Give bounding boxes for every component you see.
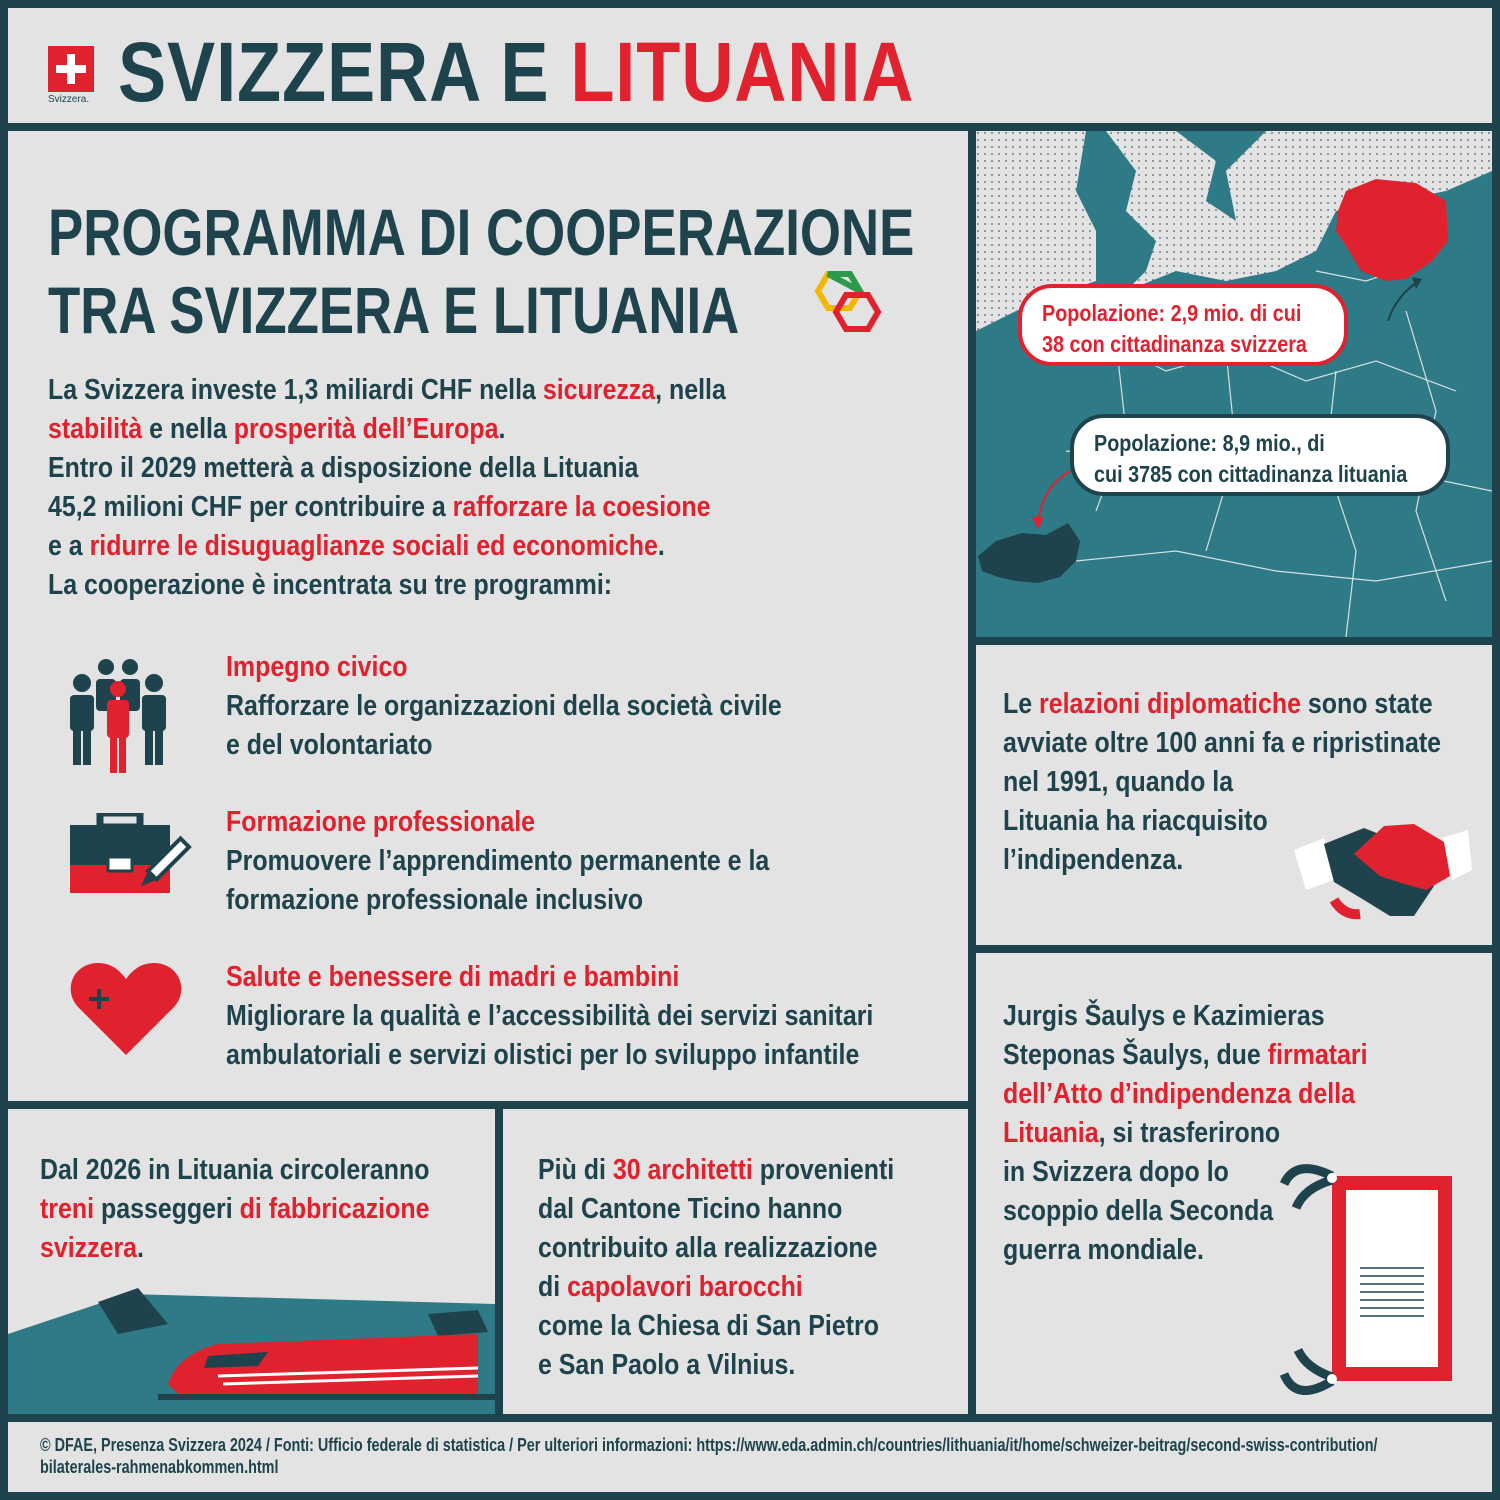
program-item-training: Formazione professionale Promuovere l’apprendimento permanente e la formazione professionale inclusivo: [226, 806, 770, 916]
diplomatic-relations-panel: [976, 645, 1492, 945]
intro-text: La Svizzera investe 1,3 miliardi CHF nella sicurezza, nella stabilità e nella prosperità dell’Europa. Entro il 2029 metterà a disposizione della Lituania 45,2 milioni CHF per contribuire a rafforzare la coesione e a ridurre le disuguaglianze sociali ed economiche. La cooperazione è incentrata su tre programmi:: [48, 374, 726, 601]
page-title: [118, 25, 1044, 119]
document-scroll-icon: [1276, 1158, 1466, 1403]
architects-panel: [503, 1109, 968, 1414]
flag-label: Svizzera.: [48, 94, 90, 105]
footer: [8, 1422, 1492, 1492]
lithuania-population-bubble: Popolazione: 2,9 mio. di cui 38 con cittadinanza svizzera: [1018, 284, 1348, 366]
europe-map: [976, 131, 1492, 637]
trains-text: Dal 2026 in Lituania circoleranno treni passeggeri di fabbricazione svizzera.: [40, 1154, 430, 1264]
cooperation-hexagons-icon: [808, 269, 888, 335]
briefcase-icon: [70, 813, 200, 913]
signers-panel: [976, 953, 1492, 1414]
architects-text: Più di 30 architetti provenienti dal Cantone Ticino hanno contribuito alla realizzazione di capolavori barocchi come la Chiesa di San Pietro e San Paolo a Vilnius.: [538, 1154, 895, 1381]
program-title: [48, 193, 1131, 349]
program-title-line2: TRA SVIZZERA E LITUANIA: [48, 273, 740, 347]
switzerland-population-bubble: Popolazione: 8,9 mio., di cui 3785 con cittadinanza lituania: [1070, 414, 1450, 496]
cooperation-program-panel: [8, 131, 968, 1101]
program-item-health: Salute e benessere di madri e bambini Migliorare la qualità e l’accessibilità dei servizi sanitari ambulatoriali e servizi olistici per lo sviluppo infantile: [226, 961, 874, 1071]
heart-icon: [70, 961, 182, 1057]
footer-line2: bilaterales-rahmenabkommen.html: [40, 1457, 279, 1477]
train-illustration: [8, 1284, 495, 1414]
program-title-line1: PROGRAMMA DI COOPERAZIONE: [48, 195, 915, 269]
footer-line1: © DFAE, Presenza Svizzera 2024 / Fonti: Ufficio federale di statistica / Per ulteriori informazioni: https://www.eda.admin.ch/countries/lithuania/it/home/schweizer-beitrag/second-swiss-contribution/: [40, 1435, 1378, 1455]
handshake-icon: [1294, 820, 1472, 920]
people-icon: [58, 659, 178, 775]
swiss-flag-icon: [48, 46, 94, 92]
trains-panel: [8, 1109, 495, 1414]
header: [8, 8, 1492, 123]
title-part-2: LITUANIA: [570, 25, 915, 119]
title-part-1: SVIZZERA E: [118, 25, 571, 119]
program-item-civic: Impegno civico Rafforzare le organizzazioni della società civile e del volontariato: [226, 651, 782, 761]
europe-map-panel: [976, 131, 1492, 637]
diplomatic-text: Le relazioni diplomatiche sono state avviate oltre 100 anni fa e ripristinate nel 1991, quando la Lituania ha riacquisito l’indipendenza.: [1003, 688, 1442, 876]
signers-text: Jurgis Šaulys e Kazimieras Steponas Šaulys, due firmatari dell’Atto d’indipendenza della Lituania, si trasferirono in Svizzera dopo lo scoppio della Seconda guerra mondiale.: [1003, 1000, 1368, 1266]
